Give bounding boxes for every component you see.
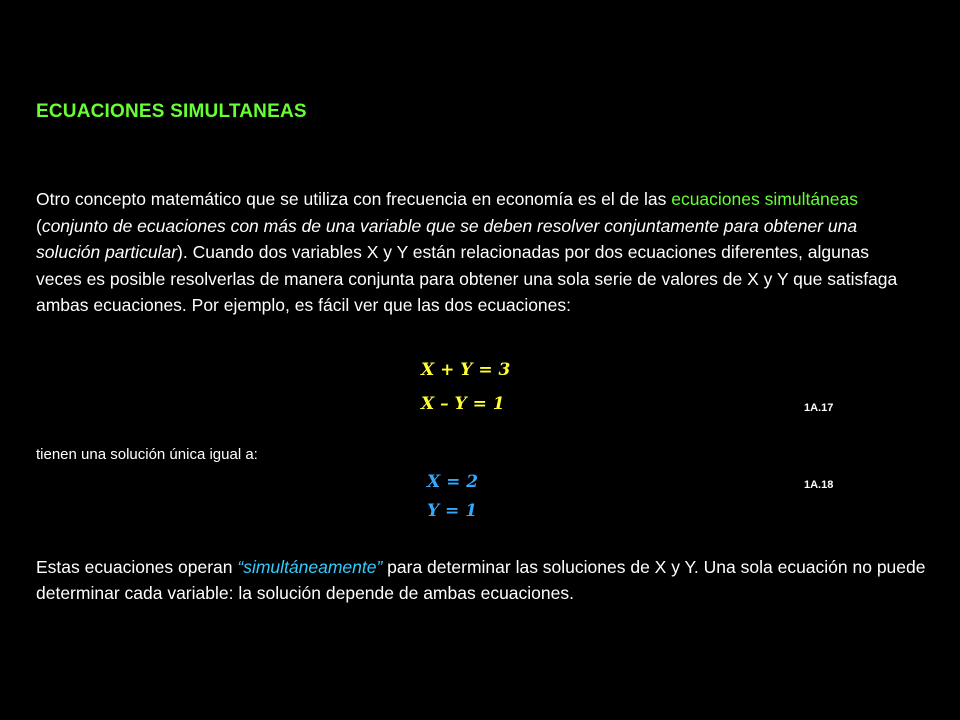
outro-text-2: para determinar las soluciones de X y Y. Una sola ecuación no puede determinar cada variable: la solución depende de ambas ecuaciones. <box>36 557 926 603</box>
intro-text-1: Otro concepto matemático que se utiliza con frecuencia en economía es el de las <box>36 189 672 209</box>
solution-x: X = 2 <box>427 472 479 492</box>
intro-highlight-term: ecuaciones simultáneas <box>671 189 858 209</box>
outro-paragraph <box>36 554 936 606</box>
section-title: ECUACIONES SIMULTANEAS <box>36 101 307 122</box>
outro-text-1: Estas ecuaciones operan <box>36 557 238 577</box>
equation-tag-1a18: 1A.18 <box>804 479 834 491</box>
solution-y: Y = 1 <box>427 501 478 521</box>
equation-tag-1a17: 1A.17 <box>804 402 834 414</box>
intro-definition: conjunto de ecuaciones con más de una variable que se deben resolver conjuntamente para obtener una solución particular <box>36 215 858 262</box>
intro-text-2: ( <box>36 215 42 236</box>
outro-highlight: “simultáneamente” <box>237 557 383 577</box>
equation-2: X – Y = 1 <box>421 394 505 414</box>
intro-paragraph <box>36 186 916 319</box>
equation-1: X + Y = 3 <box>421 360 511 380</box>
intro-text-3: ). Cuando dos variables X y Y están relacionadas por dos ecuaciones diferentes, algunas veces es posible resolverlas de manera conjunta para obtener una sola serie de valores de X y Y que satisfaga ambas ecuaciones. Por ejemplo, es fácil ver que las dos ecuaciones: <box>36 242 898 315</box>
solution-intro: tienen una solución única igual a: <box>36 446 258 463</box>
